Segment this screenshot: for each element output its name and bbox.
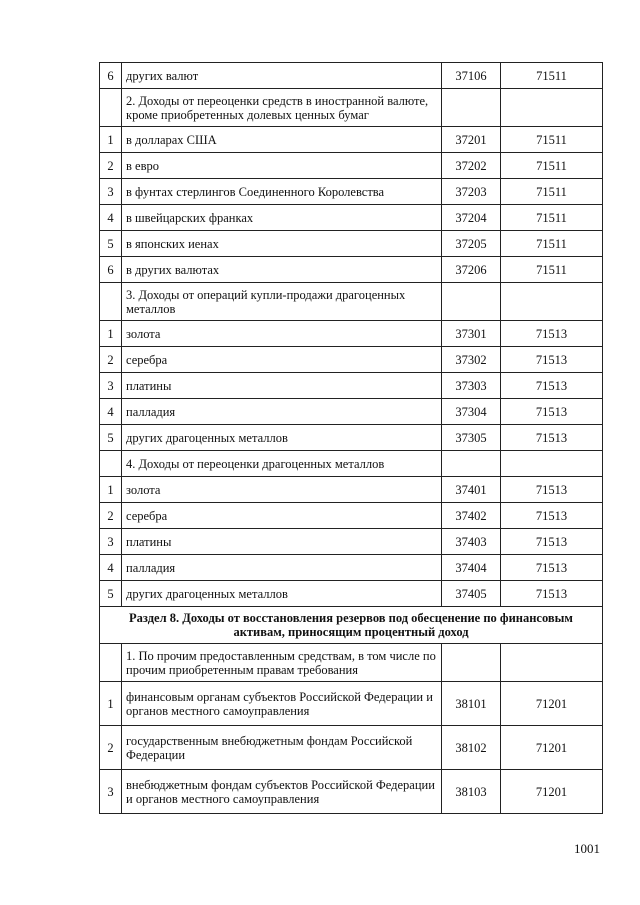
row-number-cell: 1 — [100, 477, 122, 503]
symbol-cell: 71513 — [501, 477, 603, 503]
table-row — [100, 644, 603, 682]
table-row — [100, 555, 603, 581]
item-name-cell: государственным внебюджетным фондам Российской Федерации — [122, 726, 442, 770]
table-row — [100, 581, 603, 607]
symbol-cell: 71201 — [501, 726, 603, 770]
code-cell — [442, 89, 501, 127]
symbol-cell: 71201 — [501, 682, 603, 726]
group-heading: 4. Доходы от переоценки драгоценных металлов — [122, 451, 442, 477]
symbol-cell: 71511 — [501, 63, 603, 89]
item-name-cell: других драгоценных металлов — [122, 581, 442, 607]
code-cell: 38101 — [442, 682, 501, 726]
symbol-cell: 71513 — [501, 399, 603, 425]
item-name-cell: в других валютах — [122, 257, 442, 283]
table-row — [100, 179, 603, 205]
table-row — [100, 726, 603, 770]
item-name-cell: платины — [122, 529, 442, 555]
row-number-cell: 3 — [100, 529, 122, 555]
code-cell — [442, 283, 501, 321]
row-number-cell — [100, 283, 122, 321]
symbol-cell — [501, 89, 603, 127]
code-cell: 37401 — [442, 477, 501, 503]
row-number-cell: 3 — [100, 770, 122, 814]
item-name-cell: финансовым органам субъектов Российской Федерации и органов местного самоуправления — [122, 682, 442, 726]
symbol-cell: 71513 — [501, 321, 603, 347]
code-cell: 37203 — [442, 179, 501, 205]
table-row — [100, 347, 603, 373]
table-row — [100, 153, 603, 179]
code-cell: 37106 — [442, 63, 501, 89]
section-heading: Раздел 8. Доходы от восстановления резервов под обесценение по финансовым активам, приносящим процентный доход — [100, 607, 603, 644]
table-row — [100, 529, 603, 555]
row-number-cell: 2 — [100, 347, 122, 373]
symbol-cell — [501, 451, 603, 477]
code-cell: 37206 — [442, 257, 501, 283]
symbol-cell: 71513 — [501, 347, 603, 373]
row-number-cell: 1 — [100, 321, 122, 347]
symbol-cell: 71511 — [501, 179, 603, 205]
row-number-cell — [100, 89, 122, 127]
symbol-cell: 71513 — [501, 425, 603, 451]
table-row — [100, 451, 603, 477]
item-name-cell: внебюджетным фондам субъектов Российской Федерации и органов местного самоуправления — [122, 770, 442, 814]
code-cell — [442, 451, 501, 477]
group-heading: 3. Доходы от операций купли-продажи драгоценных металлов — [122, 283, 442, 321]
symbol-cell: 71513 — [501, 555, 603, 581]
group-heading: 1. По прочим предоставленным средствам, в том числе по прочим приобретенным правам требования — [122, 644, 442, 682]
table-row — [100, 231, 603, 257]
symbol-cell: 71201 — [501, 770, 603, 814]
item-name-cell: других валют — [122, 63, 442, 89]
table-row — [100, 503, 603, 529]
table-row — [100, 127, 603, 153]
row-number-cell: 1 — [100, 682, 122, 726]
page-number: 1001 — [574, 841, 600, 856]
group-heading: 2. Доходы от переоценки средств в иностранной валюте, кроме приобретенных долевых ценных бумаг — [122, 89, 442, 127]
table-row — [100, 205, 603, 231]
code-cell: 37204 — [442, 205, 501, 231]
code-cell: 37205 — [442, 231, 501, 257]
row-number-cell — [100, 644, 122, 682]
code-cell: 37405 — [442, 581, 501, 607]
symbol-cell: 71513 — [501, 503, 603, 529]
symbol-cell — [501, 283, 603, 321]
code-cell: 38103 — [442, 770, 501, 814]
row-number-cell: 6 — [100, 63, 122, 89]
row-number-cell: 4 — [100, 205, 122, 231]
table-row — [100, 399, 603, 425]
table-row — [100, 257, 603, 283]
symbol-cell: 71511 — [501, 257, 603, 283]
item-name-cell: золота — [122, 477, 442, 503]
item-name-cell: в долларах США — [122, 127, 442, 153]
symbol-cell: 71511 — [501, 153, 603, 179]
code-cell: 37201 — [442, 127, 501, 153]
table-row — [100, 321, 603, 347]
item-name-cell: в швейцарских франках — [122, 205, 442, 231]
table-row — [100, 682, 603, 726]
table-row — [100, 373, 603, 399]
code-cell: 37403 — [442, 529, 501, 555]
code-cell: 38102 — [442, 726, 501, 770]
item-name-cell: других драгоценных металлов — [122, 425, 442, 451]
item-name-cell: в японских иенах — [122, 231, 442, 257]
code-cell: 37302 — [442, 347, 501, 373]
code-cell: 37402 — [442, 503, 501, 529]
table-row — [100, 477, 603, 503]
item-name-cell: серебра — [122, 503, 442, 529]
row-number-cell: 2 — [100, 726, 122, 770]
row-number-cell: 3 — [100, 179, 122, 205]
symbol-cell: 71511 — [501, 231, 603, 257]
row-number-cell: 5 — [100, 581, 122, 607]
symbol-cell: 71513 — [501, 529, 603, 555]
row-number-cell — [100, 451, 122, 477]
symbol-cell — [501, 644, 603, 682]
item-name-cell: платины — [122, 373, 442, 399]
symbol-cell: 71513 — [501, 373, 603, 399]
row-number-cell: 3 — [100, 373, 122, 399]
code-cell: 37305 — [442, 425, 501, 451]
code-cell: 37301 — [442, 321, 501, 347]
table-row — [100, 89, 603, 127]
symbol-cell: 71513 — [501, 581, 603, 607]
table-row — [100, 425, 603, 451]
item-name-cell: в фунтах стерлингов Соединенного Королевства — [122, 179, 442, 205]
item-name-cell: палладия — [122, 399, 442, 425]
code-cell — [442, 644, 501, 682]
row-number-cell: 2 — [100, 503, 122, 529]
table-row — [100, 283, 603, 321]
item-name-cell: в евро — [122, 153, 442, 179]
table-row — [100, 770, 603, 814]
code-cell: 37304 — [442, 399, 501, 425]
row-number-cell: 5 — [100, 425, 122, 451]
table-row — [100, 607, 603, 644]
classification-table — [99, 62, 603, 814]
item-name-cell: серебра — [122, 347, 442, 373]
symbol-cell: 71511 — [501, 127, 603, 153]
row-number-cell: 4 — [100, 399, 122, 425]
code-cell: 37303 — [442, 373, 501, 399]
table-row — [100, 63, 603, 89]
code-cell: 37202 — [442, 153, 501, 179]
item-name-cell: палладия — [122, 555, 442, 581]
row-number-cell: 5 — [100, 231, 122, 257]
row-number-cell: 1 — [100, 127, 122, 153]
code-cell: 37404 — [442, 555, 501, 581]
symbol-cell: 71511 — [501, 205, 603, 231]
row-number-cell: 2 — [100, 153, 122, 179]
row-number-cell: 6 — [100, 257, 122, 283]
item-name-cell: золота — [122, 321, 442, 347]
row-number-cell: 4 — [100, 555, 122, 581]
